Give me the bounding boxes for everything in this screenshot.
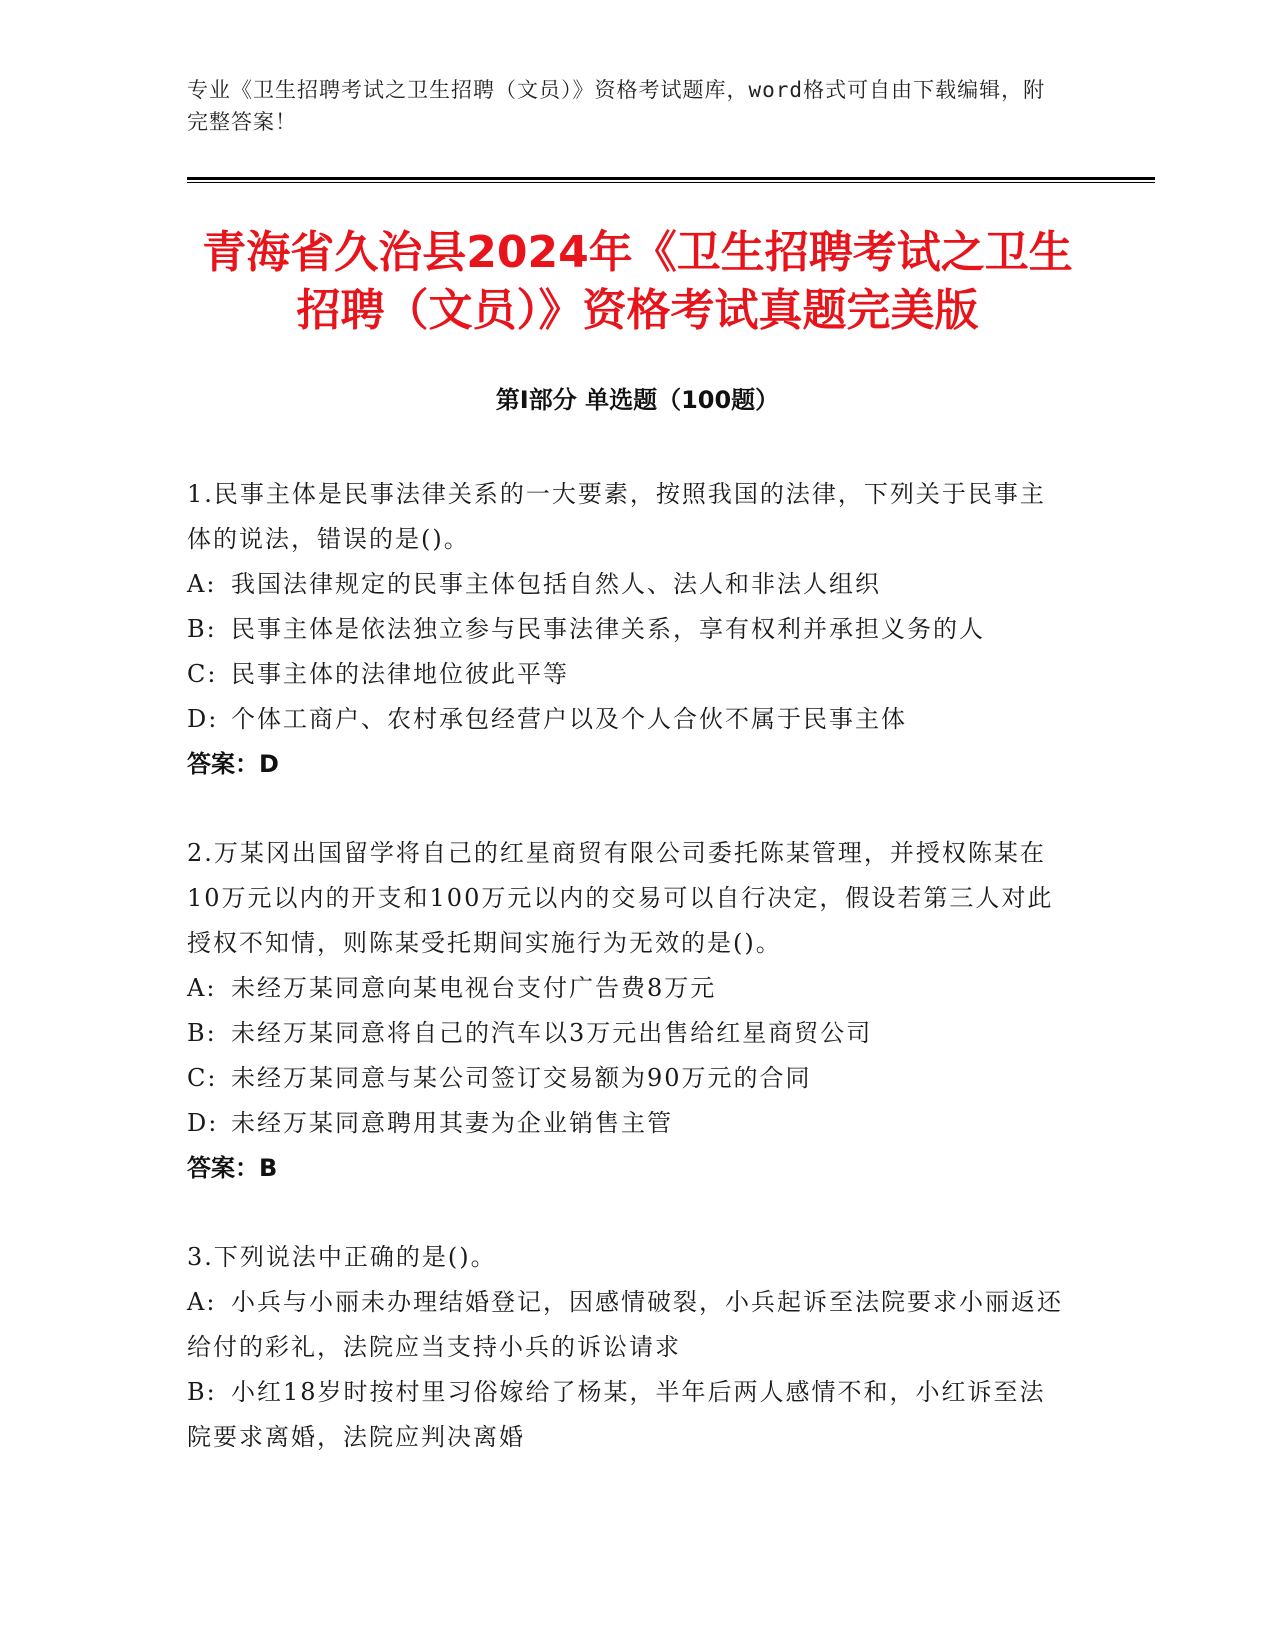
question-stem: 1.民事主体是民事法律关系的一大要素，按照我国的法律，下列关于民事主体的说法，错误的是()。 <box>187 480 1046 553</box>
option-text: 我国法律规定的民事主体包括自然人、法人和非法人组织 <box>231 570 881 598</box>
option-text: 小红18岁时按村里习俗嫁给了杨某，半年后两人感情不和，小红诉至法院要求离婚，法院应判决离婚 <box>187 1378 1046 1451</box>
option-letter: D: <box>187 1109 219 1137</box>
option-letter: A: <box>187 570 217 598</box>
document-title <box>150 224 1125 340</box>
option-letter: C: <box>187 660 218 688</box>
option-letter: D: <box>187 705 219 733</box>
option-letter: B: <box>187 615 217 643</box>
option-text: 未经万某同意将自己的汽车以3万元出售给红星商贸公司 <box>231 1019 873 1047</box>
option-a <box>187 966 1067 1011</box>
header-rule-thick <box>187 177 1155 180</box>
question-stem: 3.下列说法中正确的是()。 <box>187 1243 497 1271</box>
option-letter: B: <box>187 1378 217 1406</box>
question-1 <box>187 472 1067 787</box>
option-letter: C: <box>187 1064 218 1092</box>
option-b <box>187 607 1067 652</box>
option-text: 个体工商户、农村承包经营户以及个人合伙不属于民事主体 <box>231 705 907 733</box>
option-text: 小兵与小丽未办理结婚登记，因感情破裂，小兵起诉至法院要求小丽返还给付的彩礼，法院应当支持小兵的诉讼请求 <box>187 1288 1063 1361</box>
document-title-line-1: 青海省久治县2024年《卫生招聘考试之卫生 <box>202 227 1073 278</box>
answer-line: 答案：B <box>187 1154 278 1182</box>
option-d <box>187 1101 1067 1146</box>
option-a <box>187 562 1067 607</box>
option-letter: A: <box>187 974 217 1002</box>
option-text: 未经万某同意向某电视台支付广告费8万元 <box>231 974 717 1002</box>
option-b <box>187 1370 1067 1460</box>
option-text: 民事主体是依法独立参与民事法律关系，享有权利并承担义务的人 <box>231 615 985 643</box>
question-2 <box>187 831 1067 1191</box>
option-letter: B: <box>187 1019 217 1047</box>
header-note: 专业《卫生招聘考试之卫生招聘（文员）》资格考试题库，word格式可自由下载编辑，附完整答案！ <box>187 78 1046 134</box>
option-text: 民事主体的法律地位彼此平等 <box>231 660 569 688</box>
question-stem: 2.万某冈出国留学将自己的红星商贸有限公司委托陈某管理，并授权陈某在10万元以内的开支和100万元以内的交易可以自行决定，假设若第三人对此授权不知情，则陈某受托期间实施行为无效的是()。 <box>187 839 1054 957</box>
option-a <box>187 1280 1067 1370</box>
option-c <box>187 652 1067 697</box>
question-3 <box>187 1235 1067 1460</box>
option-d <box>187 697 1067 742</box>
document-title-line-2: 招聘（文员）》资格考试真题完美版 <box>296 285 979 336</box>
question-list <box>187 472 1067 1504</box>
option-b <box>187 1011 1067 1056</box>
option-letter: A: <box>187 1288 217 1316</box>
header-rule-thin <box>187 182 1155 183</box>
option-text: 未经万某同意与某公司签订交易额为90万元的合同 <box>231 1064 812 1092</box>
option-c <box>187 1056 1067 1101</box>
answer-line: 答案：D <box>187 750 279 778</box>
option-text: 未经万某同意聘用其妻为企业销售主管 <box>231 1109 673 1137</box>
section-heading: 第Ⅰ部分 单选题（100题） <box>495 386 780 414</box>
